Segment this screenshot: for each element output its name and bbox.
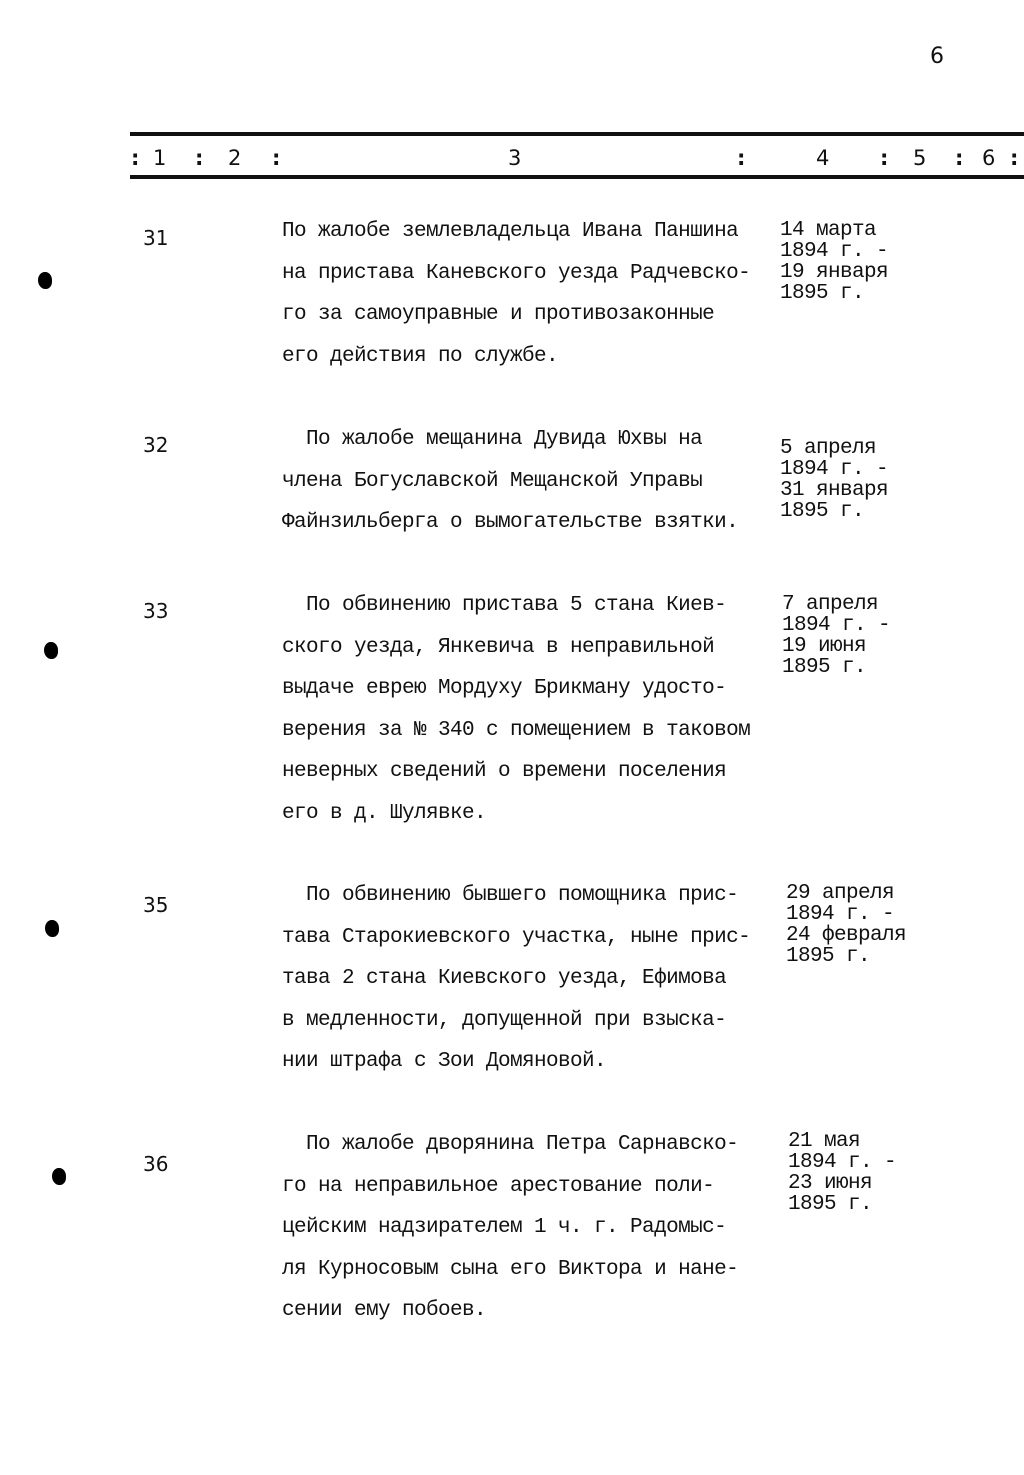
column-header-5: 5: [913, 146, 927, 170]
entry-description: [282, 419, 782, 544]
description-line: го за самоуправные и противозаконные: [282, 303, 715, 326]
date-line: 1895 г.: [786, 945, 871, 968]
entry-number: 36: [143, 1152, 169, 1176]
description-line: верения за № 340 с помещением в таковом: [282, 718, 751, 742]
date-line: 24 февраля: [786, 924, 907, 947]
page-number: 6: [930, 44, 944, 69]
column-header-1: 1: [153, 146, 167, 170]
column-header-3: 3: [508, 146, 522, 170]
entry-description: [282, 585, 782, 834]
date-line: 1895 г.: [780, 282, 865, 305]
table-header: [0, 144, 1024, 172]
entry-dates: [786, 883, 936, 967]
date-line: 1894 г. -: [780, 240, 889, 263]
date-line: 23 июня: [788, 1172, 873, 1195]
column-separator: :: [195, 146, 204, 170]
column-separator: :: [737, 146, 746, 170]
date-line: 1894 г. -: [786, 903, 895, 926]
date-line: 1895 г.: [782, 656, 867, 679]
description-line: неверных сведений о времени поселения: [282, 760, 727, 783]
column-header-4: 4: [816, 146, 830, 170]
date-line: 5 апреля: [780, 437, 877, 460]
column-separator: :: [955, 146, 964, 170]
description-line: в медленности, допущенной при взыска-: [282, 1008, 727, 1032]
description-line: его действия по службе.: [282, 344, 559, 368]
column-header-6: 6: [982, 146, 996, 170]
description-line: цейским надзирателем 1 ч. г. Радомыс-: [282, 1216, 727, 1239]
column-separator: :: [131, 146, 140, 170]
description-line: ля Курносовым сына его Виктора и нане-: [282, 1257, 739, 1281]
entry-dates: [780, 438, 920, 522]
column-header-2: 2: [228, 146, 242, 170]
entry-dates: [780, 220, 920, 304]
date-line: 1894 г. -: [788, 1151, 897, 1174]
description-line: члена Богуславской Мещанской Управы: [282, 469, 703, 493]
date-line: 1895 г.: [780, 500, 865, 523]
description-line: нии штрафа с Зои Домяновой.: [282, 1050, 607, 1073]
entry-dates: [788, 1131, 928, 1215]
date-line: 19 июня: [782, 635, 867, 658]
date-line: 29 апреля: [786, 882, 895, 905]
description-line: ского уезда, Янкевича в неправильной: [282, 635, 715, 659]
description-line: По обвинению бывшего помощника прис-: [282, 884, 739, 907]
date-line: 1894 г. -: [780, 458, 889, 481]
date-line: 1894 г. -: [782, 614, 891, 637]
date-line: 14 марта: [780, 219, 877, 242]
entry-dates: [782, 594, 922, 678]
description-line: тава 2 стана Киевского уезда, Ефимова: [282, 967, 727, 990]
date-line: 19 января: [780, 261, 889, 284]
column-separator: :: [1010, 146, 1019, 170]
description-line: Файнзильберга о вымогательстве взятки.: [282, 511, 739, 534]
entry-description: [282, 1124, 782, 1332]
header-bottom-rule: [130, 175, 1024, 179]
entry-number: 35: [143, 893, 169, 917]
column-separator: :: [880, 146, 889, 170]
description-line: По обвинению пристава 5 стана Киев-: [282, 594, 727, 617]
column-separator: :: [272, 146, 281, 170]
punch-hole-mark: [45, 920, 59, 937]
description-line: го на неправильное арестование поли-: [282, 1174, 715, 1198]
punch-hole-mark: [52, 1168, 66, 1185]
entry-number: 31: [143, 226, 169, 250]
punch-hole-mark: [38, 272, 52, 289]
description-line: выдаче еврею Мордуху Брикману удосто-: [282, 677, 727, 700]
description-line: По жалобе мещанина Дувида Юхвы на: [282, 428, 703, 451]
entry-number: 33: [143, 599, 169, 623]
description-line: По жалобе дворянина Петра Сарнавско-: [282, 1133, 739, 1156]
entry-number: 32: [143, 433, 169, 457]
punch-hole-mark: [44, 642, 58, 659]
date-line: 21 мая: [788, 1130, 861, 1153]
description-line: тава Старокиевского участка, ныне прис-: [282, 925, 751, 949]
date-line: 31 января: [780, 479, 889, 502]
entry-description: [282, 211, 782, 377]
description-line: сении ему побоев.: [282, 1299, 487, 1322]
entry-description: [282, 875, 782, 1083]
description-line: По жалобе землевладельца Ивана Паншина: [282, 220, 739, 243]
date-line: 7 апреля: [782, 593, 879, 616]
header-top-rule: [130, 132, 1024, 136]
description-line: на пристава Каневского уезда Радчевско-: [282, 261, 751, 285]
date-line: 1895 г.: [788, 1193, 873, 1216]
description-line: его в д. Шулявке.: [282, 801, 487, 825]
